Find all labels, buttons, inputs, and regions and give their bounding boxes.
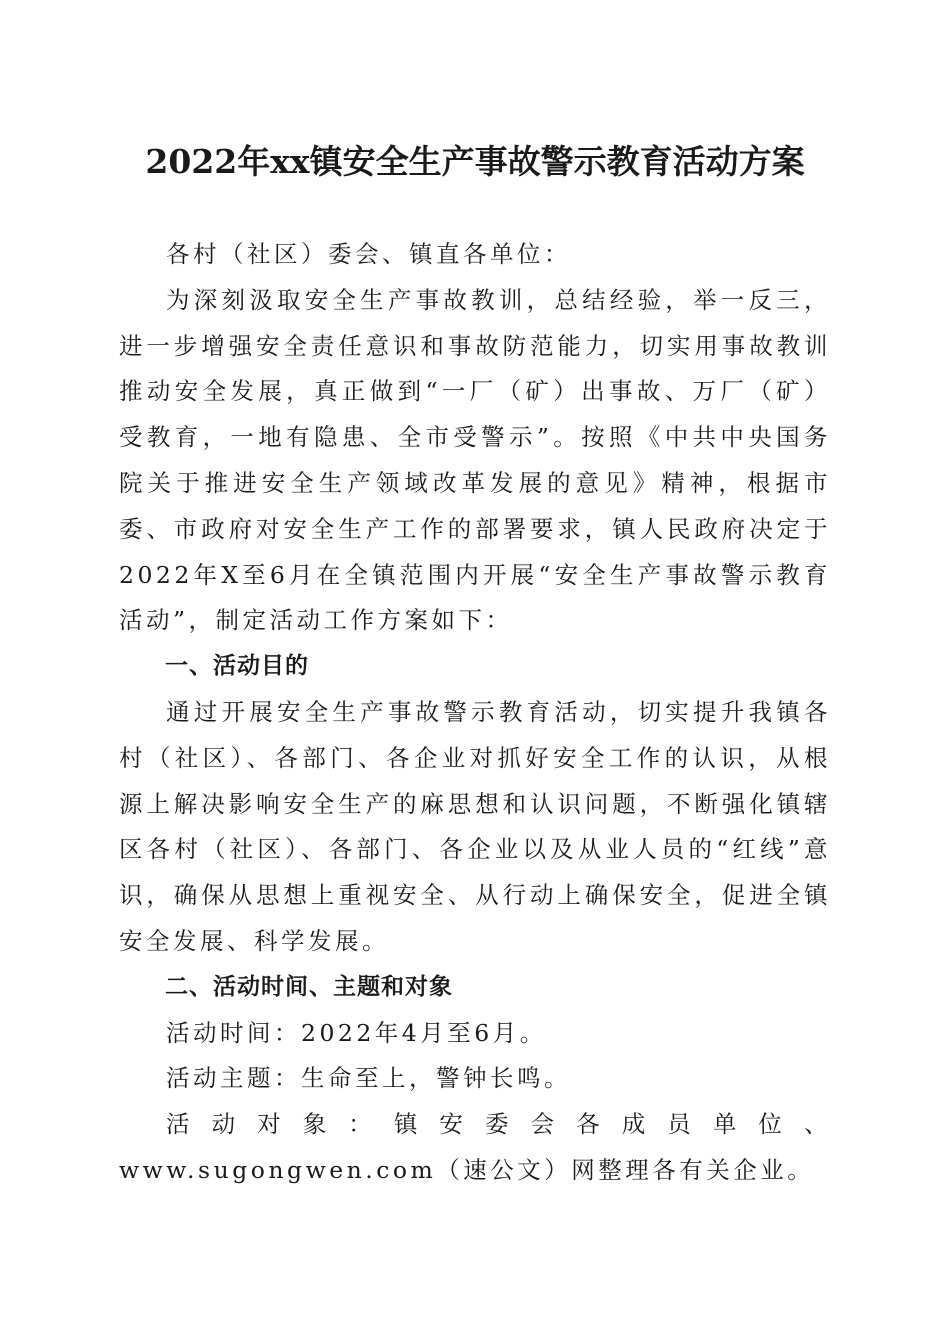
- salutation: 各村（社区）委会、镇直各单位：: [166, 240, 571, 268]
- activity-time: 活动时间：2022年4月至6月。: [166, 1018, 547, 1047]
- section-paragraph: 通过开展安全生产事故警示教育活动，切实提升我镇各村（社区）、各部门、各企业对抓好安全工作的认识，从根源上解决影响安全生产的麻思想和认识问题，不断强化镇辖区各村（社区）、各部门、各企业以及从业人员的“红线”意识，确保从思想上重视安全、从行动上确保安全，促进全镇安全发展、科学发展。: [119, 697, 831, 955]
- section-heading: 二、活动时间、主题和对象: [165, 973, 453, 1000]
- document-body: [119, 232, 831, 1194]
- activity-target: 活动对象：镇安委会各成员单位、www.sugongwen.com（速公文）网整理各有关企业。: [119, 1110, 831, 1184]
- document-title: 2022年xx镇安全生产事故警示教育活动方案: [145, 142, 805, 181]
- activity-theme: 活动主题：生命至上，警钟长鸣。: [166, 1064, 571, 1093]
- section-heading: 一、活动目的: [165, 653, 309, 680]
- intro-paragraph: 为深刻汲取安全生产事故教训，总结经验，举一反三，进一步增强安全责任意识和事故防范能力，切实用事故教训推动安全发展，真正做到“一厂（矿）出事故、万厂（矿）受教育，一地有隐患、全市受警示”。按照《中共中央国务院关于推进安全生产领域改革发展的意见》精神，根据市委、市政府对安全生产工作的部署要求，镇人民政府决定于2022年X至6月在全镇范围内开展“安全生产事故警示教育活动”，制定活动工作方案如下：: [119, 285, 831, 635]
